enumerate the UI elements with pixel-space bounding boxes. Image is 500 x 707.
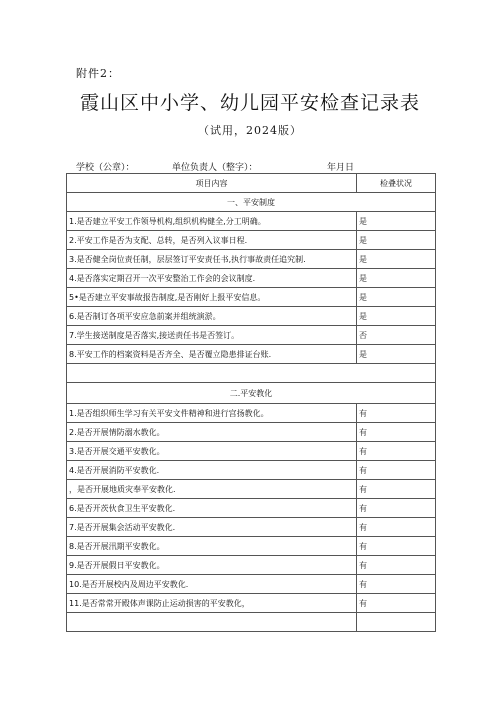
blank-cell xyxy=(357,613,436,632)
row-item: 2.是否开展情防溺水教化。 xyxy=(67,423,357,442)
row-item: 8.平安工作的档案资料是否齐全、是否覆立隐患排证台账. xyxy=(67,345,357,364)
table-row xyxy=(67,480,436,499)
row-item: 5•是否建立平安事故报告制度,是否刚好上报平安信息。 xyxy=(67,288,357,307)
school-label: 学校（公章）： xyxy=(76,163,135,173)
table-row xyxy=(67,269,436,288)
row-item: ，是否开展地质灾奉平安教化. xyxy=(67,480,357,499)
row-status: 有 xyxy=(357,537,436,556)
row-status: 是 xyxy=(357,307,436,326)
row-status: 否 xyxy=(357,326,436,345)
table-row xyxy=(67,537,436,556)
page-subtitle: （试用，2024版） xyxy=(198,124,302,137)
row-status: 是 xyxy=(357,250,436,269)
inspection-table xyxy=(66,173,436,632)
row-item: 11.是否常常开殿体声课防止运动损害的平安教化， xyxy=(67,594,357,613)
row-status: 有 xyxy=(357,518,436,537)
section-title: 一、平安制度 xyxy=(67,193,436,212)
row-status: 有 xyxy=(357,423,436,442)
row-status: 有 xyxy=(357,499,436,518)
leader-label: 单位负责人（整字）： xyxy=(172,163,258,173)
row-status: 有 xyxy=(357,461,436,480)
blank-cell xyxy=(67,364,436,383)
table-row xyxy=(67,404,436,423)
section-title: 二.平安教化 xyxy=(67,383,436,404)
row-item: 3.是否健全岗位责任制，层层签订平安责任书,执行事故责任追究制. xyxy=(67,250,357,269)
row-status: 有 xyxy=(357,480,436,499)
row-item: 3.是否开展交通平安教化。 xyxy=(67,442,357,461)
attachment-label: 附件2： xyxy=(76,67,120,80)
row-item: 6.是否制订各项平安应急前案并组统演淤。 xyxy=(67,307,357,326)
row-item: 2.平安工作是否为支配、总转，是否列入议事日程. xyxy=(67,231,357,250)
table-row xyxy=(67,594,436,613)
row-item: 4.是否落实定期召开一次平安整治工作会的会议制度. xyxy=(67,269,357,288)
date-label: 年月日 xyxy=(327,163,355,173)
row-item: 1.是否建立平安工作领导机构,组织机构健全,分工明确。 xyxy=(67,212,357,231)
row-status: 有 xyxy=(357,556,436,575)
row-status: 是 xyxy=(357,212,436,231)
section-header-row xyxy=(67,383,436,404)
table-row xyxy=(67,461,436,480)
row-item: 7.是否开展集会活动平安教化. xyxy=(67,518,357,537)
row-status: 有 xyxy=(357,404,436,423)
row-status: 是 xyxy=(357,231,436,250)
blank-row xyxy=(67,364,436,383)
row-status: 是 xyxy=(357,288,436,307)
section-header-row xyxy=(67,193,436,212)
row-item: 4.是否开展消防平安教化. xyxy=(67,461,357,480)
table-header-row xyxy=(67,174,436,193)
column-header-status: 检叠状况 xyxy=(357,174,436,193)
table-row xyxy=(67,345,436,364)
row-item: 9.是否开展假日平安教化。 xyxy=(67,556,357,575)
row-item: 7.学生接送制度是否落实,接送责任书是否签订。 xyxy=(67,326,357,345)
page-title: 霞山区中小学、幼儿园平安检查记录表 xyxy=(79,92,420,114)
column-header-item: 项目内容 xyxy=(67,174,357,193)
blank-row xyxy=(67,613,436,632)
row-item: 10.是否开展校内及周边平安教化. xyxy=(67,575,357,594)
table-row xyxy=(67,499,436,518)
table-row xyxy=(67,442,436,461)
table-row xyxy=(67,518,436,537)
row-status: 是 xyxy=(357,269,436,288)
row-status: 有 xyxy=(357,442,436,461)
row-status: 是 xyxy=(357,345,436,364)
row-item: 1.是否组织师生学习有关平安文件精神和进行宫扬教化。 xyxy=(67,404,357,423)
table-row xyxy=(67,307,436,326)
table-row xyxy=(67,556,436,575)
table-row xyxy=(67,288,436,307)
row-item: 8.是否开展汛期平安教化。 xyxy=(67,537,357,556)
blank-cell xyxy=(67,613,357,632)
table-row xyxy=(67,575,436,594)
table-row xyxy=(67,231,436,250)
table-row xyxy=(67,212,436,231)
row-status: 有 xyxy=(357,575,436,594)
table-row xyxy=(67,423,436,442)
row-item: 6.是否开茨伙食卫生平安教化. xyxy=(67,499,357,518)
row-status: 有 xyxy=(357,594,436,613)
table-row xyxy=(67,326,436,345)
table-row xyxy=(67,250,436,269)
